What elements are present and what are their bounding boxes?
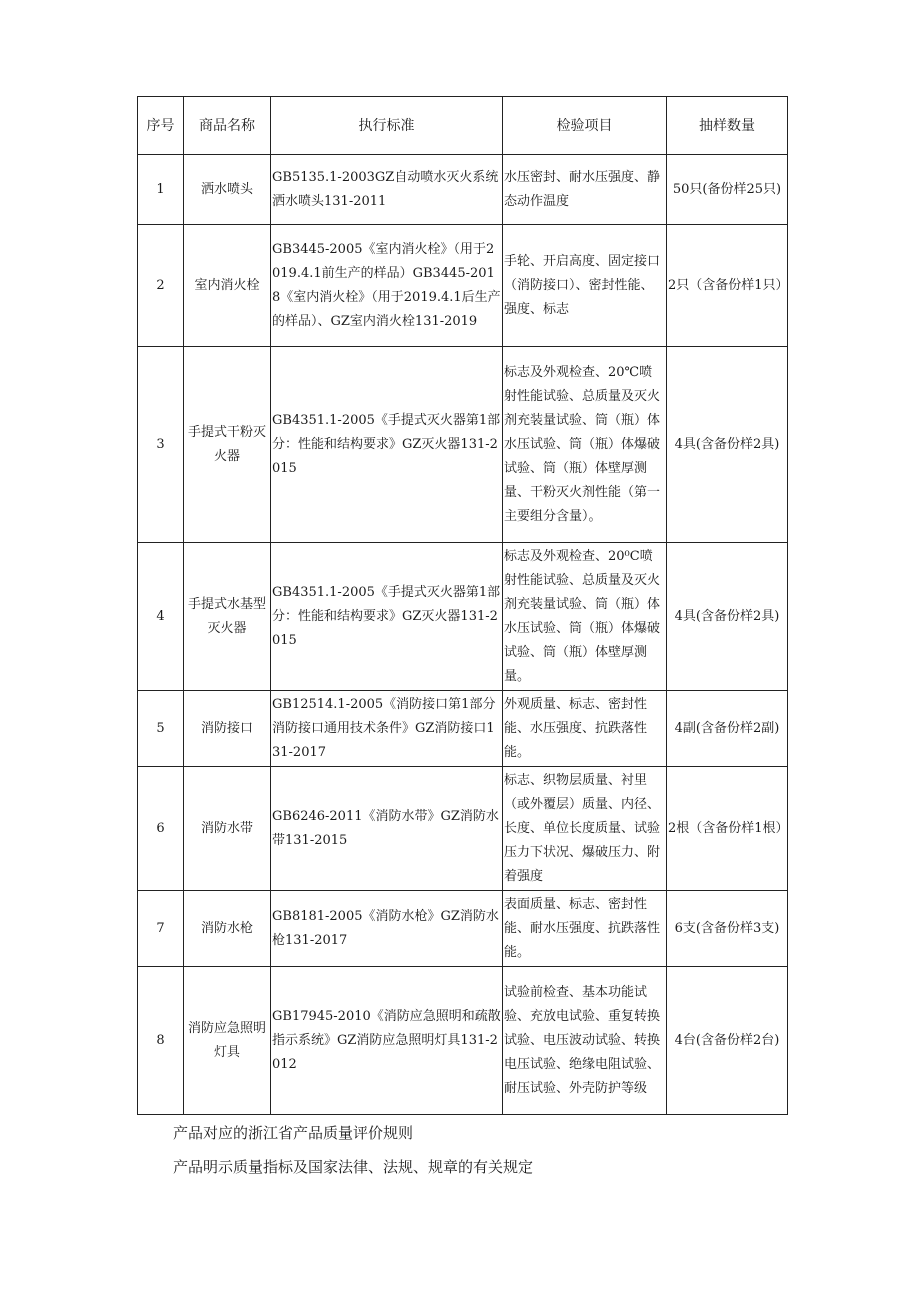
table-row (138, 155, 788, 225)
cell-standard: GB4351.1-2005《手提式灭火器第1部分：性能和结构要求》GZ灭火器131-2015 (271, 347, 503, 543)
cell-qty: 6支(含备份样3支) (667, 891, 788, 967)
cell-items: 外观质量、标志、密封性能、水压强度、抗跌落性能。 (503, 691, 667, 767)
cell-no: 5 (138, 691, 184, 767)
cell-name: 消防接口 (184, 691, 271, 767)
cell-name: 室内消火栓 (184, 225, 271, 347)
cell-standard: GB12514.1-2005《消防接口第1部分消防接口通用技术条件》GZ消防接口131-2017 (271, 691, 503, 767)
cell-name: 消防水枪 (184, 891, 271, 967)
cell-name: 手提式干粉灭火器 (184, 347, 271, 543)
header-standard: 执行标准 (271, 97, 503, 155)
header-qty: 抽样数量 (667, 97, 788, 155)
cell-standard: GB3445-2005《室内消火栓》（用于2019.4.1前生产的样品）GB3445-2018《室内消火栓》（用于2019.4.1后生产的样品）、GZ室内消火栓131-2019 (271, 225, 503, 347)
cell-name: 消防水带 (184, 767, 271, 891)
cell-standard: GB4351.1-2005《手提式灭火器第1部分：性能和结构要求》GZ灭火器131-2015 (271, 543, 503, 691)
cell-items: 手轮、开启高度、固定接口（消防接口）、密封性能、强度、标志 (503, 225, 667, 347)
cell-no: 6 (138, 767, 184, 891)
cell-qty: 4具(含备份样2具) (667, 543, 788, 691)
cell-standard: GB5135.1-2003GZ自动喷水灭火系统洒水喷头131-2011 (271, 155, 503, 225)
cell-qty: 4台(含备份样2台) (667, 967, 788, 1115)
cell-no: 4 (138, 543, 184, 691)
cell-no: 1 (138, 155, 184, 225)
table-row (138, 767, 788, 891)
cell-no: 3 (138, 347, 184, 543)
cell-no: 2 (138, 225, 184, 347)
cell-name: 洒水喷头 (184, 155, 271, 225)
cell-items: 表面质量、标志、密封性能、耐水压强度、抗跌落性能。 (503, 891, 667, 967)
table-row (138, 225, 788, 347)
cell-name: 手提式水基型灭火器 (184, 543, 271, 691)
cell-standard: GB8181-2005《消防水枪》GZ消防水枪131-2017 (271, 891, 503, 967)
cell-items: 标志、织物层质量、衬里（或外覆层）质量、内径、长度、单位长度质量、试验压力下状况、爆破压力、附着强度 (503, 767, 667, 891)
cell-qty: 2根（含备份样1根） (667, 767, 788, 891)
cell-items: 标志及外观检查、20⁰C喷射性能试验、总质量及灭火剂充装量试验、筒（瓶）体水压试验、筒（瓶）体爆破试验、筒（瓶）体壁厚测量。 (503, 543, 667, 691)
sampling-table (137, 96, 788, 1115)
header-row (138, 97, 788, 155)
table-row (138, 967, 788, 1115)
cell-qty: 4副(含备份样2副) (667, 691, 788, 767)
table-row (138, 691, 788, 767)
cell-qty: 50只(备份样25只) (667, 155, 788, 225)
cell-items: 试验前检查、基本功能试验、充放电试验、重复转换试验、电压波动试验、转换电压试验、绝缘电阻试验、耐压试验、外壳防护等级 (503, 967, 667, 1115)
header-name: 商品名称 (184, 97, 271, 155)
header-no: 序号 (138, 97, 184, 155)
cell-standard: GB6246-2011《消防水带》GZ消防水带131-2015 (271, 767, 503, 891)
note-regulations: 产品明示质量指标及国家法律、法规、规章的有关规定 (173, 1158, 534, 1176)
header-items: 检验项目 (503, 97, 667, 155)
cell-name: 消防应急照明灯具 (184, 967, 271, 1115)
table-row (138, 347, 788, 543)
cell-standard: GB17945-2010《消防应急照明和疏散指示系统》GZ消防应急照明灯具131-2012 (271, 967, 503, 1115)
cell-qty: 2只（含备份样1只） (667, 225, 788, 347)
table-row (138, 891, 788, 967)
cell-qty: 4具(含备份样2具) (667, 347, 788, 543)
cell-no: 8 (138, 967, 184, 1115)
cell-no: 7 (138, 891, 184, 967)
note-rules: 产品对应的浙江省产品质量评价规则 (173, 1124, 414, 1142)
cell-items: 标志及外观检查、20℃喷射性能试验、总质量及灭火剂充装量试验、筒（瓶）体水压试验、筒（瓶）体爆破试验、筒（瓶）体壁厚测量、干粉灭火剂性能（第一主要组分含量）。 (503, 347, 667, 543)
table-row (138, 543, 788, 691)
cell-items: 水压密封、耐水压强度、静态动作温度 (503, 155, 667, 225)
